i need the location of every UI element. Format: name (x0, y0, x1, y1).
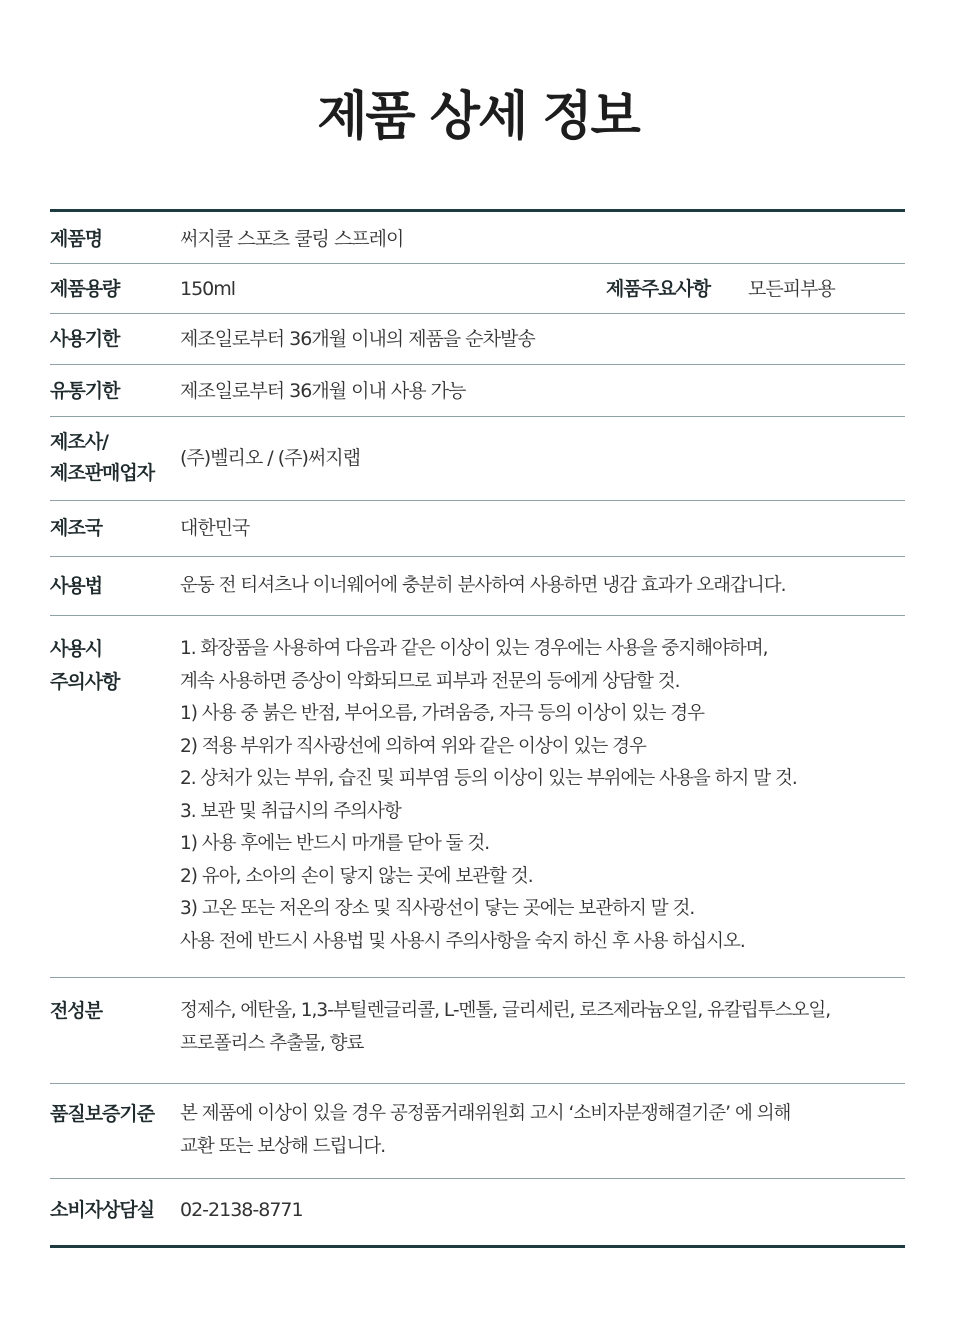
product-main-spec-label: 제품주요사항 (606, 278, 711, 300)
row-product-name (50, 212, 905, 263)
caution-list (180, 633, 905, 958)
expiry-label: 사용기한 (50, 328, 120, 350)
country-value: 대한민국 (180, 517, 250, 539)
expiry-value: 제조일로부터 36개월 이내의 제품을 순차발송 (180, 328, 535, 350)
country-label: 제조국 (50, 517, 103, 539)
caution-line: 2) 유아, 소아의 손이 닿지 않는 곳에 보관할 것. (180, 865, 533, 887)
row-expiry (50, 313, 905, 364)
caution-line: 2) 적용 부위가 직사광선에 의하여 위와 같은 이상이 있는 경우 (180, 735, 646, 757)
product-name-value: 써지쿨 스포츠 쿨링 스프레이 (180, 228, 404, 250)
caution-line: 1) 사용 후에는 반드시 마개를 닫아 둘 것. (180, 833, 490, 854)
ingredients-label: 전성분 (50, 1000, 103, 1022)
product-volume-label: 제품용량 (50, 278, 120, 300)
row-ingredients (50, 977, 905, 1083)
caution-line: 1) 사용 중 붉은 반점, 부어오름, 가려움증, 자극 등의 이상이 있는 경우 (180, 703, 704, 724)
usage-label: 사용법 (50, 575, 103, 597)
caution-line: 2. 상처가 있는 부위, 습진 및 피부염 등의 이상이 있는 부위에는 사용을 하지 말 것. (180, 768, 797, 789)
caution-line: 1. 화장품을 사용하여 다음과 같은 이상이 있는 경우에는 사용을 중지해야하며, (180, 638, 768, 659)
caution-line: 사용 전에 반드시 사용법 및 사용시 주의사항을 숙지 하신 후 사용 하십시오. (180, 930, 745, 952)
product-name-label: 제품명 (50, 228, 103, 250)
manufacturer-label: 제조사/ 제조판매업자 (50, 431, 155, 484)
row-usage (50, 556, 905, 615)
row-contact (50, 1178, 905, 1245)
caution-line: 3) 고온 또는 저온의 장소 및 직사광선이 닿는 곳에는 보관하지 말 것. (180, 898, 695, 919)
product-info-table (50, 209, 905, 1248)
row-country (50, 500, 905, 556)
distribution-value: 제조일로부터 36개월 이내 사용 가능 (180, 380, 466, 402)
manufacturer-value: (주)벨리오 / (주)써지랩 (180, 447, 360, 469)
contact-value: 02-2138-8771 (180, 1199, 303, 1221)
product-main-spec-value: 모든피부용 (748, 278, 835, 300)
row-caution (50, 615, 905, 977)
caution-line: 계속 사용하면 증상이 악화되므로 피부과 전문의 등에게 상담할 것. (180, 670, 680, 692)
row-distribution (50, 364, 905, 416)
caution-line: 3. 보관 및 취급시의 주의사항 (180, 800, 401, 822)
row-quality (50, 1083, 905, 1178)
quality-label: 품질보증기준 (50, 1103, 155, 1125)
ingredients-value: 정제수, 에탄올, 1,3-부틸렌글리콜, L-멘톨, 글리세린, 로즈제라늄오일, 유칼립투스오일, 프로폴리스 추출물, 향료 (180, 1000, 831, 1054)
page-title: 제품 상세 정보 (317, 87, 639, 147)
usage-value: 운동 전 티셔츠나 이너웨어에 충분히 분사하여 사용하면 냉감 효과가 오래갑니다. (180, 575, 786, 596)
product-volume-value: 150ml (180, 278, 236, 300)
distribution-label: 유통기한 (50, 380, 120, 402)
contact-label: 소비자상담실 (50, 1199, 155, 1221)
row-manufacturer (50, 416, 905, 500)
row-product-volume (50, 263, 905, 313)
caution-label: 사용시 주의사항 (50, 638, 120, 693)
quality-value: 본 제품에 이상이 있을 경우 공정품거래위원회 고시 ‘소비자분쟁해결기준’ 에 의해 교환 또는 보상해 드립니다. (180, 1103, 791, 1157)
